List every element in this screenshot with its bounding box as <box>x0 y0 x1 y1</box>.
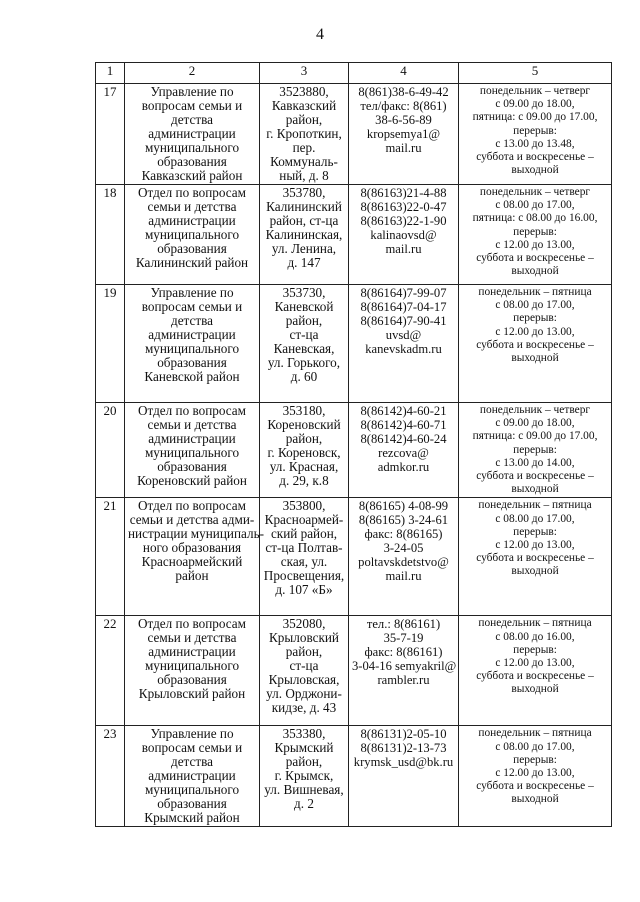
working-hours-line: понедельник – четверг <box>479 404 591 416</box>
organization-name-line: вопросам семьи и <box>141 98 243 113</box>
working-hours-line: пятница: с 09.00 до 17.00, <box>472 111 598 124</box>
contacts-line: 8(86163)22-1-90 <box>360 214 447 228</box>
contacts-line: 8(86142)4-60-24 <box>360 432 447 446</box>
address-cell <box>260 403 349 498</box>
working-hours-line: понедельник – пятница <box>478 617 592 630</box>
contacts-line: тел.: 8(86161) <box>366 617 441 632</box>
header-cell: 2 <box>125 63 260 84</box>
working-hours-line: перерыв: <box>513 525 557 538</box>
organization-name-line: семьи и детства адми- <box>129 512 255 528</box>
working-hours-line: суббота и воскресенье – <box>476 151 594 164</box>
address-line: д. 147 <box>287 255 321 270</box>
working-hours-line: с 12.00 до 13.00, <box>495 325 575 338</box>
contacts-cell <box>349 726 459 827</box>
address-line: ул. Вишневая, <box>264 782 344 798</box>
row-number: 21 <box>96 498 125 616</box>
address-line: Кореновский <box>267 417 341 432</box>
contacts-line: 3-04-16 semyakril@ <box>352 659 457 674</box>
working-hours-line: понедельник – четверг <box>479 186 591 198</box>
organization-name-line: семьи и детства <box>147 199 237 214</box>
working-hours-line: суббота и воскресенье – <box>476 470 594 483</box>
organization-name-line: вопросам семьи и <box>141 740 243 756</box>
organization-name-line: Управление по <box>150 726 234 742</box>
organization-name-line: детства <box>170 112 213 127</box>
contacts-line: 8(86131)2-05-10 <box>360 727 447 742</box>
organization-name-line: нистрации муниципаль- <box>128 526 264 542</box>
address-line: д. 107 «Б» <box>275 582 333 598</box>
address-line: Крыловский <box>269 630 339 646</box>
organization-name-line: администрации <box>148 768 236 784</box>
working-hours-line: суббота и воскресенье – <box>476 670 594 683</box>
address-line: Каневской <box>274 299 334 314</box>
contacts-line: krymsk_usd@bk.ru <box>353 755 454 770</box>
contacts-line: факс: 8(86165) <box>364 527 443 542</box>
address-line: Коммуналь- <box>270 154 338 169</box>
address-line: ст-ца Полтав- <box>265 540 343 556</box>
organization-name-line: Управление по <box>150 84 234 99</box>
organization-name-cell <box>125 285 260 403</box>
address-line: Крыловская, <box>268 672 340 688</box>
contacts-line: kanevskadm.ru <box>365 342 442 356</box>
contacts-line: тел/факс: 8(861) <box>360 99 447 113</box>
organization-name-line: администрации <box>148 213 236 228</box>
organization-name-line: администрации <box>148 126 236 141</box>
organization-name-line: муниципального <box>144 445 240 460</box>
working-hours-line: выходной <box>511 265 559 278</box>
working-hours-line: перерыв: <box>513 124 557 137</box>
working-hours-line: с 13.00 до 13.48, <box>495 137 575 150</box>
working-hours-line: с 09.00 до 18.00, <box>495 417 575 430</box>
address-line: район, <box>285 644 323 660</box>
contacts-line: 8(86164)7-04-17 <box>360 300 447 314</box>
working-hours-line: с 12.00 до 13.00, <box>495 657 575 670</box>
address-line: ул. Ленина, <box>271 241 337 256</box>
table-row <box>96 185 612 285</box>
table-header-row <box>96 63 612 84</box>
address-cell <box>260 616 349 726</box>
organization-name-line: образования <box>157 672 227 688</box>
working-hours-cell <box>459 84 612 185</box>
working-hours-line: перерыв: <box>513 443 557 456</box>
address-line: 353800, <box>282 498 326 514</box>
working-hours-line: пятница: с 08.00 до 16.00, <box>472 212 598 225</box>
working-hours-cell <box>459 285 612 403</box>
row-number: 19 <box>96 285 125 403</box>
working-hours-line: суббота и воскресенье – <box>476 338 594 351</box>
address-line: г. Крымск, <box>274 768 334 784</box>
address-line: ный, д. 8 <box>279 168 329 183</box>
address-line: ул. Красная, <box>269 459 339 474</box>
working-hours-line: перерыв: <box>513 312 557 325</box>
contacts-cell <box>349 185 459 285</box>
address-line: ский район, <box>270 526 338 542</box>
working-hours-cell <box>459 185 612 285</box>
organization-name-line: Отдел по вопросам <box>137 185 247 200</box>
working-hours-line: выходной <box>511 565 559 578</box>
organization-name-line: муниципального <box>144 227 240 242</box>
address-line: кидзе, д. 43 <box>271 700 337 716</box>
organization-name-cell <box>125 726 260 827</box>
page-number: 4 <box>316 26 324 43</box>
contacts-line: admkor.ru <box>377 460 430 474</box>
organization-name-line: образования <box>157 154 227 169</box>
contacts-line: 8(86131)2-13-73 <box>360 741 447 756</box>
working-hours-line: понедельник – пятница <box>478 286 592 298</box>
working-hours-line: с 08.00 до 17.00, <box>495 740 575 753</box>
organization-name-cell <box>125 616 260 726</box>
address-line: 352080, <box>282 616 326 632</box>
contacts-line: 8(86163)22-0-47 <box>360 200 447 214</box>
organization-name-line: муниципального <box>144 658 240 674</box>
header-cell: 4 <box>349 63 459 84</box>
address-line: ст-ца <box>289 658 319 674</box>
contacts-cell <box>349 403 459 498</box>
organization-name-cell <box>125 185 260 285</box>
organization-name-line: муниципального <box>144 341 240 356</box>
address-line: район, <box>285 313 323 328</box>
contacts-line: 8(86163)21-4-88 <box>360 186 447 200</box>
working-hours-cell <box>459 616 612 726</box>
organization-name-line: Калининский район <box>135 255 249 270</box>
contacts-line: 8(86164)7-90-41 <box>360 314 447 328</box>
organization-name-line: образования <box>157 355 227 370</box>
contacts-cell <box>349 498 459 616</box>
table-row <box>96 403 612 498</box>
working-hours-line: суббота и воскресенье – <box>476 252 594 265</box>
organization-name-line: Крымский район <box>144 810 240 826</box>
contacts-line: 8(86165) 4-08-99 <box>358 499 449 514</box>
contacts-line: mail.ru <box>385 569 422 584</box>
contacts-line: poltavskdetstvo@ <box>358 555 449 570</box>
organization-name-line: Каневской район <box>144 369 240 384</box>
header-cell: 3 <box>260 63 349 84</box>
address-line: 353380, <box>282 726 326 742</box>
address-line: 353730, <box>282 285 326 300</box>
table-row <box>96 616 612 726</box>
address-cell <box>260 498 349 616</box>
organization-name-cell <box>125 498 264 616</box>
contacts-line: 8(86165) 3-24-61 <box>358 513 449 528</box>
organization-name-line: образования <box>157 796 227 812</box>
organization-name-line: вопросам семьи и <box>141 299 243 314</box>
organization-name-line: муниципального <box>144 782 240 798</box>
contacts-line: mail.ru <box>385 141 422 155</box>
contacts-line: 8(86164)7-99-07 <box>360 286 447 300</box>
working-hours-cell <box>459 726 612 827</box>
organization-name-line: администрации <box>148 644 236 660</box>
organization-name-line: Управление по <box>150 285 234 300</box>
table-row <box>96 285 612 403</box>
organization-name-line: Крыловский район <box>138 686 246 702</box>
address-line: ст-ца <box>289 327 319 342</box>
organization-name-cell <box>125 403 260 498</box>
row-number: 17 <box>96 84 125 185</box>
organization-name-line: район <box>175 568 209 584</box>
organization-name-line: Кавказский район <box>141 168 243 183</box>
organization-name-line: Отдел по вопросам <box>137 403 247 418</box>
working-hours-line: выходной <box>511 483 559 496</box>
working-hours-line: выходной <box>511 164 559 177</box>
working-hours-line: с 08.00 до 16.00, <box>495 630 575 643</box>
organization-name-line: образования <box>157 459 227 474</box>
address-line: Калининский <box>266 199 342 214</box>
row-number: 22 <box>96 616 125 726</box>
working-hours-line: с 08.00 до 17.00, <box>495 512 575 525</box>
organization-name-line: администрации <box>148 431 236 446</box>
address-line: д. 2 <box>294 796 314 812</box>
working-hours-line: выходной <box>511 352 559 365</box>
organization-name-line: семьи и детства <box>147 630 237 646</box>
organization-name-line: детства <box>170 313 213 328</box>
contacts-cell <box>349 616 459 726</box>
contacts-cell <box>349 84 459 185</box>
address-line: Кавказский <box>271 98 337 113</box>
table-row <box>96 84 612 185</box>
organization-name-line: ного образования <box>142 540 242 556</box>
organization-name-line: Кореновский район <box>137 473 247 488</box>
table-row <box>96 498 612 616</box>
address-cell <box>260 285 349 403</box>
contacts-line: rezcova@ <box>378 446 429 460</box>
working-hours-cell <box>459 403 612 498</box>
header-cell: 5 <box>459 63 612 84</box>
organization-name-line: детства <box>170 754 213 770</box>
table-row <box>96 726 612 827</box>
address-line: ская, ул. <box>280 554 328 570</box>
address-line: 3523880, <box>279 84 329 99</box>
contacts-line: факс: 8(86161) <box>364 645 443 660</box>
header-cell: 1 <box>96 63 125 84</box>
row-number: 18 <box>96 185 125 285</box>
working-hours-line: с 09.00 до 18.00, <box>495 98 575 111</box>
organization-name-line: Отдел по вопросам <box>137 498 247 514</box>
working-hours-line: с 12.00 до 13.00, <box>495 767 575 780</box>
address-line: район, <box>285 112 323 127</box>
address-line: пер. <box>292 140 316 155</box>
contacts-line: rambler.ru <box>377 673 430 688</box>
working-hours-line: перерыв: <box>513 753 557 766</box>
contacts-line: 8(86142)4-60-71 <box>360 418 447 432</box>
contacts-line: 38-6-56-89 <box>375 113 432 127</box>
row-number: 20 <box>96 403 125 498</box>
row-number: 23 <box>96 726 125 827</box>
working-hours-line: с 08.00 до 17.00, <box>495 199 575 212</box>
working-hours-line: суббота и воскресенье – <box>476 780 594 793</box>
working-hours-line: с 08.00 до 17.00, <box>495 299 575 312</box>
address-line: г. Кропоткин, <box>266 126 342 141</box>
address-cell <box>260 84 349 185</box>
contacts-line: 8(86142)4-60-21 <box>360 404 447 418</box>
contacts-table <box>95 62 612 827</box>
organization-name-line: Красноармейский <box>141 554 243 570</box>
address-line: Калининская, <box>265 227 343 242</box>
address-cell <box>260 726 349 827</box>
address-line: Крымский <box>274 740 334 756</box>
organization-name-line: семьи и детства <box>147 417 237 432</box>
address-line: ул. Орджони- <box>266 686 342 702</box>
working-hours-line: с 12.00 до 13.00, <box>495 539 575 552</box>
contacts-line: kropsemya1@ <box>366 127 441 141</box>
address-line: д. 29, к.8 <box>279 473 329 488</box>
address-line: г. Кореновск, <box>267 445 341 460</box>
working-hours-line: пятница: с 09.00 до 17.00, <box>472 430 598 443</box>
address-cell <box>260 185 349 285</box>
organization-name-line: образования <box>157 241 227 256</box>
working-hours-line: выходной <box>511 793 559 806</box>
contacts-line: mail.ru <box>385 242 422 256</box>
organization-name-cell <box>125 84 260 185</box>
organization-name-line: муниципального <box>144 140 240 155</box>
working-hours-line: понедельник – пятница <box>478 727 592 740</box>
address-line: 353180, <box>282 403 326 418</box>
contacts-line: 3-24-05 <box>383 541 424 556</box>
working-hours-line: суббота и воскресенье – <box>476 552 594 565</box>
address-line: Красноармей- <box>264 512 344 528</box>
address-line: район, <box>285 754 323 770</box>
contacts-line: kalinaovsd@ <box>370 228 437 242</box>
working-hours-line: с 12.00 до 13.00, <box>495 238 575 251</box>
working-hours-line: понедельник – пятница <box>478 499 592 512</box>
address-line: 353780, <box>282 185 326 200</box>
contacts-line: uvsd@ <box>385 328 422 342</box>
working-hours-line: выходной <box>511 683 559 696</box>
organization-name-line: Отдел по вопросам <box>137 616 247 632</box>
address-line: Просвещения, <box>263 568 345 584</box>
address-line: район, <box>285 431 323 446</box>
working-hours-line: перерыв: <box>513 643 557 656</box>
contacts-cell <box>349 285 459 403</box>
working-hours-line: понедельник – четверг <box>479 85 591 97</box>
address-line: район, ст-ца <box>269 213 339 228</box>
address-line: д. 60 <box>290 369 318 384</box>
address-line: ул. Горького, <box>267 355 341 370</box>
working-hours-cell <box>459 498 612 616</box>
contacts-line: 35-7-19 <box>383 631 424 646</box>
working-hours-line: с 13.00 до 14.00, <box>495 456 575 469</box>
address-line: Каневская, <box>273 341 335 356</box>
organization-name-line: администрации <box>148 327 236 342</box>
contacts-line: 8(861)38-6-49-42 <box>358 85 449 99</box>
working-hours-line: перерыв: <box>513 225 557 238</box>
